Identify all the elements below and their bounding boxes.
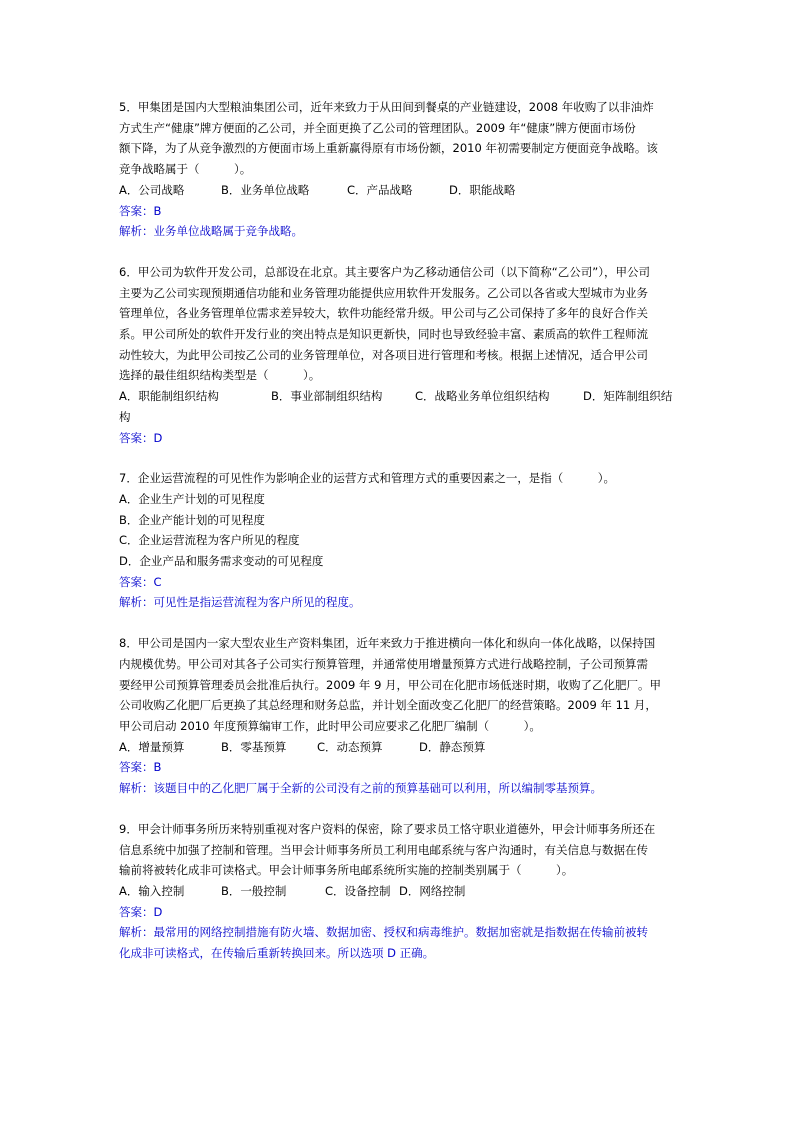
option-d: D．网络控制 [399,883,466,898]
analysis-line: 解析：可见性是指运营流程为客户所见的程度。 [119,595,361,610]
question-stem-line: 方式生产“健康”牌方便面的乙公司，并全面更换了乙公司的管理团队。2009 年“健康”牌方便面市场份 [119,120,636,135]
document-page [119,97,679,964]
answer-line: 答案：C [119,574,162,589]
options-row [119,737,679,758]
analysis-line: 解析：该题目中的乙化肥厂属于全新的公司没有之前的预算基础可以利用，所以编制零基预算。 [119,781,602,796]
option-c: C．产品战略 [347,182,413,197]
question-6 [119,262,679,448]
option-b: B．业务单位战略 [221,182,310,197]
option-d: D．静态预算 [419,739,486,754]
analysis-line: 化成非可读格式，在传输后重新转换回来。所以选项 D 正确。 [119,946,435,961]
option-a: A．职能制组织结构 [119,389,219,404]
option-wrap: 构 [119,409,131,424]
question-stem-line: 竞争战略属于（ ）。 [119,162,252,177]
answer-line: 答案：B [119,203,162,218]
question-stem-line: 管理单位，各业务管理单位需求差异较大，软件功能经常升级。甲公司与乙公司保持了多年的良好合作关 [119,306,648,321]
question-stem-line: 额下降，为了从竞争激烈的方便面市场上重新赢得原有市场份额，2010 年初需要制定方便面竞争战略。该 [119,141,658,156]
question-9 [119,819,679,964]
question-stem-line: 6．甲公司为软件开发公司，总部设在北京。其主要客户为乙移动通信公司（以下简称“乙公司”），甲公司 [119,264,650,279]
option-c: C．动态预算 [317,739,383,754]
option-a: A．增量预算 [119,739,185,754]
option-c: C．设备控制 [325,883,391,898]
answer-line: 答案：B [119,760,162,775]
option-d: D．企业产品和服务需求变动的可见程度 [119,554,324,569]
options-row [119,386,679,407]
question-stem-line: 动性较大，为此甲公司按乙公司的业务管理单位，对各项目进行管理和考核。根据上述情况，适合甲公司 [119,347,648,362]
question-stem-line: 主要为乙公司实现预期通信功能和业务管理功能提供应用软件开发服务。乙公司以各省或大型城市为业务 [119,285,648,300]
option-c: C．战略业务单位组织结构 [415,389,550,404]
option-a: A．输入控制 [119,883,185,898]
option-d: D．职能战略 [449,182,516,197]
question-stem-line: 8．甲公司是国内一家大型农业生产资料集团，近年来致力于推进横向一体化和纵向一体化战略，以保持国 [119,636,656,651]
option-b: B．事业部制组织结构 [271,389,383,404]
question-stem-line: 输前将被转化成非可读格式。甲会计师事务所电邮系统所实施的控制类别属于（ ）。 [119,863,574,878]
question-stem-line: 信息系统中加强了控制和管理。当甲会计师事务所员工利用电邮系统与客户沟通时，有关信息与数据在传 [119,842,648,857]
question-5 [119,97,679,242]
option-c: C．企业运营流程为客户所见的程度 [119,533,300,548]
question-stem-line: 内规模优势。甲公司对其各子公司实行预算管理，并通常使用增量预算方式进行战略控制，子公司预算需 [119,656,648,671]
question-stem-line: 9．甲会计师事务所历来特别重视对客户资料的保密，除了要求员工恪守职业道德外，甲会计师事务所还在 [119,821,656,836]
options-row [119,881,679,902]
question-stem-line: 要经甲公司预算管理委员会批准后执行。2009 年 9 月，甲公司在化肥市场低迷时期，收购了乙化肥厂。甲 [119,677,662,692]
question-8 [119,633,679,799]
answer-line: 答案：D [119,430,163,445]
option-a: A．公司战略 [119,182,185,197]
question-stem-line: 选择的最佳组织结构类型是（ ）。 [119,368,321,383]
option-b: B．一般控制 [221,883,287,898]
analysis-line: 解析：最常用的网络控制措施有防火墙、数据加密、授权和病毒维护。数据加密就是指数据在传输前被转 [119,925,648,940]
question-stem-line: 5．甲集团是国内大型粮油集团公司，近年来致力于从田间到餐桌的产业链建设，2008 年收购了以非油炸 [119,100,654,114]
option-b: B．零基预算 [221,739,287,754]
option-a: A．企业生产计划的可见程度 [119,491,265,506]
question-7 [119,468,679,613]
question-stem-line: 甲公司启动 2010 年度预算编审工作，此时甲公司应要求乙化肥厂编制（ ）。 [119,718,541,733]
answer-line: 答案：D [119,904,163,919]
options-row [119,180,679,201]
question-stem-line: 系。甲公司所处的软件开发行业的突出特点是知识更新快，同时也导致经验丰富、素质高的软件工程师流 [119,327,648,342]
question-stem-line: 7．企业运营流程的可见性作为影响企业的运营方式和管理方式的重要因素之一，是指（ ）。 [119,471,616,486]
option-b: B．企业产能计划的可见程度 [119,512,265,527]
analysis-line: 解析：业务单位战略属于竞争战略。 [119,224,303,239]
question-stem-line: 公司收购乙化肥厂后更换了其总经理和财务总监，并计划全面改变乙化肥厂的经营策略。2009 年 11 月， [119,698,657,713]
option-d: D．矩阵制组织结 [583,389,673,404]
